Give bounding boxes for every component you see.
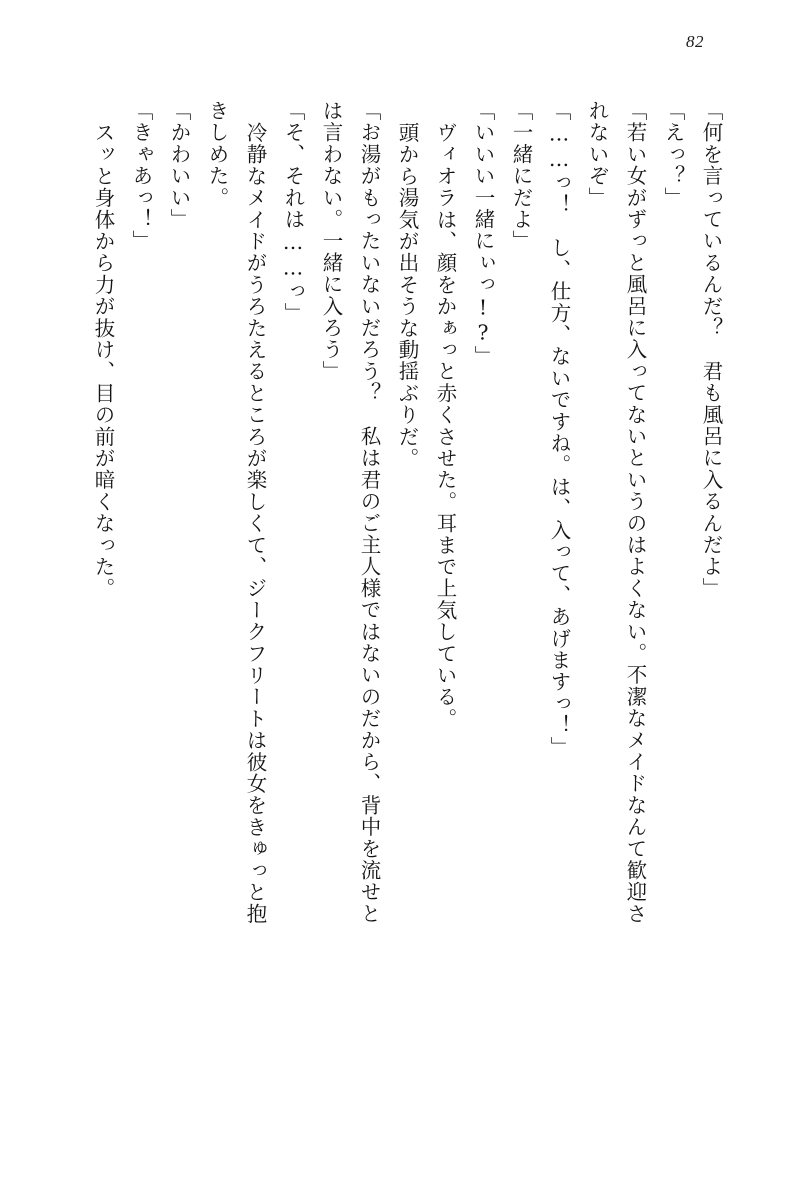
text-line: 「そ、それは……っ」: [281, 100, 305, 324]
text-line: 冷静なメイドがうろたえるところが楽しくて、ジークフリートは彼女をきゅっと抱: [243, 122, 267, 925]
text-line: 頭から湯気が出そうな動揺ぶりだ。: [395, 122, 419, 470]
text-line: れないぞ」: [585, 100, 609, 209]
page-number: 82: [686, 32, 704, 51]
text-line: きしめた。: [205, 100, 229, 209]
text-line: 「若い女がずっと風呂に入ってないというのはよくない。不潔なメイドなんて歓迎さ: [623, 100, 647, 925]
text-line: 「きゃあっ！」: [129, 100, 153, 252]
text-line: 「お湯がもったいないだろう？ 私は君のご主人様ではないのだから、背中を流せと: [357, 100, 381, 925]
text-line: 「……っ！ し、仕方、ないですね。は、入って、あげますっ！」: [547, 100, 571, 758]
text-line: 「いいい一緒にぃっ!?」: [471, 100, 495, 368]
text-line: 「かわいい」: [167, 100, 191, 231]
text-line: 「えっ？」: [661, 100, 685, 209]
text-line: 「一緒にだよ」: [509, 100, 533, 252]
page-text-body: [58, 100, 730, 1145]
text-line: ヴィオラは、顔をかぁっと赤くさせた。耳まで上気している。: [433, 122, 457, 730]
text-line: 「何を言っているんだ？ 君も風呂に入るんだよ」: [699, 100, 723, 600]
text-line: スッと身体から力が抜け、目の前が暗くなった。: [91, 122, 115, 600]
text-line: は言わない。一緒に入ろう」: [319, 100, 343, 383]
